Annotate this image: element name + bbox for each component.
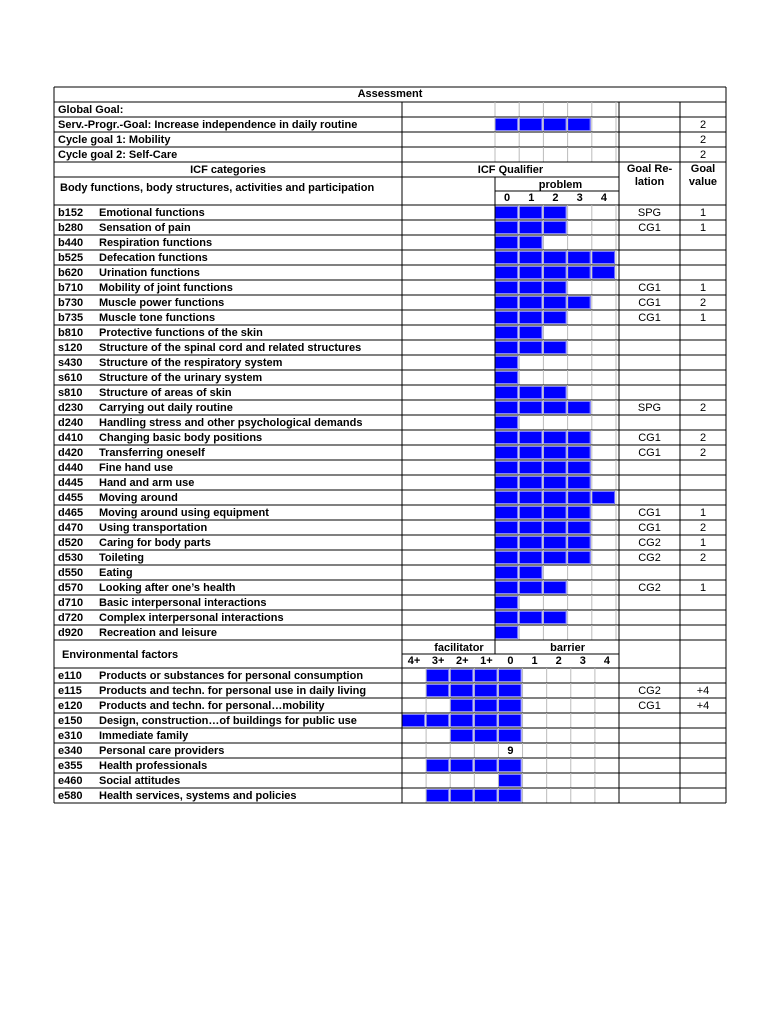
problem-scale-tick: 0: [504, 192, 511, 204]
qualifier-fill: [568, 477, 590, 489]
qualifier-fill: [544, 119, 566, 131]
icf-code: s610: [58, 372, 83, 384]
icf-category-name: Complex interpersonal interactions: [99, 612, 284, 624]
icf-code: d455: [58, 492, 84, 504]
goal-relation: CG1: [638, 700, 661, 712]
env-factor-name: Health professionals: [99, 760, 208, 772]
goal-relation: CG2: [638, 537, 661, 549]
qualifier-fill: [544, 552, 566, 564]
qualifier-fill: [568, 507, 590, 519]
env-scale-tick: 1+: [480, 655, 493, 667]
facilitator-fill: [475, 760, 497, 772]
qualifier-fill: [496, 342, 518, 354]
goal-relation: CG2: [638, 552, 661, 564]
facilitator-fill: [475, 670, 497, 682]
qualifier-fill: [520, 612, 542, 624]
qualifier-fill: [520, 297, 542, 309]
qualifier-fill: [496, 417, 518, 429]
env-factor-name: Social attitudes: [99, 775, 181, 787]
qualifier-fill: [568, 252, 590, 264]
goal-value: +4: [696, 700, 710, 712]
qualifier-fill: [520, 267, 542, 279]
goal-value: 2: [699, 134, 707, 146]
goal-relation: SPG: [637, 402, 662, 414]
icf-category-name: Moving around using equipment: [99, 507, 269, 519]
env-scale-tick: 3: [579, 655, 586, 667]
qualifier-fill: [544, 402, 566, 414]
qualifier-fill: [496, 297, 518, 309]
qualifier-fill: [568, 267, 590, 279]
icf-category-name: Structure of the urinary system: [99, 372, 263, 384]
goal-value: 2: [699, 297, 707, 309]
icf-code: d520: [58, 537, 84, 549]
icf-code: s430: [58, 357, 83, 369]
env-factor-name: Personal care providers: [99, 745, 225, 757]
env-factor-name: Health services, systems and policies: [99, 790, 297, 802]
goal-relation: CG1: [638, 222, 661, 234]
env-factor-name: Products and techn. for personal use in daily living: [99, 685, 367, 697]
env-scale-tick: 0: [507, 655, 514, 667]
qualifier-fill: [544, 582, 566, 594]
icf-category-name: Structure of the spinal cord and related structures: [99, 342, 362, 354]
goal-value: 1: [699, 507, 707, 519]
facilitator-fill: [475, 715, 497, 727]
qualifier-fill: [496, 432, 518, 444]
goal-relation: CG2: [638, 685, 661, 697]
icf-code: d720: [58, 612, 84, 624]
qualifier-fill: [544, 297, 566, 309]
qualifier-fill: [568, 432, 590, 444]
qualifier-fill: [520, 522, 542, 534]
qualifier-fill: [544, 537, 566, 549]
qualifier-fill: [520, 222, 542, 234]
qualifier-fill: [496, 582, 518, 594]
icf-category-name: Mobility of joint functions: [99, 282, 233, 294]
facilitator-fill: [499, 685, 521, 697]
goal-value: 2: [699, 447, 707, 459]
env-code: e110: [58, 670, 82, 682]
qualifier-fill: [544, 432, 566, 444]
facilitator-fill: [499, 775, 521, 787]
facilitator-fill: [427, 790, 449, 802]
qualifier-fill: [496, 267, 518, 279]
qualifier-fill: [568, 492, 590, 504]
icf-category-name: Handling stress and other psychological demands: [99, 417, 363, 429]
problem-scale-tick: 2: [552, 192, 559, 204]
icf-category-name: Protective functions of the skin: [99, 327, 263, 339]
qualifier-fill: [544, 222, 566, 234]
qualifier-fill: [496, 252, 518, 264]
qualifier-fill: [568, 537, 590, 549]
goal-value: 2: [699, 402, 707, 414]
icf-code: d570: [58, 582, 84, 594]
goal-relation: CG1: [638, 297, 661, 309]
icf-code: b525: [58, 252, 84, 264]
problem-scale-tick: 3: [576, 192, 583, 204]
facilitator-fill: [451, 700, 473, 712]
qualifier-fill: [496, 312, 518, 324]
icf-category-name: Hand and arm use: [99, 477, 195, 489]
qualifier-fill: [520, 387, 542, 399]
facilitator-header: facilitator: [434, 642, 484, 654]
env-factor-name: Design, construction…of buildings for public use: [99, 715, 357, 727]
qualifier-fill: [496, 597, 518, 609]
env-factor-name: Immediate family: [99, 730, 189, 742]
qualifier-fill: [496, 627, 518, 639]
goal-relation: CG1: [638, 282, 661, 294]
qualifier-fill: [520, 582, 542, 594]
icf-code: d920: [58, 627, 84, 639]
icf-code: b730: [58, 297, 84, 309]
goal-value: 1: [699, 537, 707, 549]
qualifier-fill: [544, 522, 566, 534]
env-scale-tick: 2+: [456, 655, 469, 667]
problem-header: problem: [538, 179, 583, 191]
qualifier-fill: [592, 492, 614, 504]
facilitator-fill: [499, 760, 521, 772]
goal-value: 1: [699, 222, 707, 234]
icf-code: d550: [58, 567, 84, 579]
facilitator-fill: [427, 760, 449, 772]
qualifier-fill: [520, 552, 542, 564]
goal-relation: SPG: [637, 207, 662, 219]
qualifier-fill: [544, 492, 566, 504]
icf-code: b440: [58, 237, 84, 249]
icf-code: d710: [58, 597, 84, 609]
body-section-header: Body functions, body structures, activities and participation: [60, 182, 375, 194]
qualifier-fill: [520, 312, 542, 324]
facilitator-fill: [475, 685, 497, 697]
goal-relation-header: Goal Re-lation: [626, 163, 673, 188]
qualifier-fill: [496, 282, 518, 294]
icf-category-name: Caring for body parts: [99, 537, 211, 549]
qualifier-fill: [544, 507, 566, 519]
env-code: e340: [58, 745, 83, 757]
qualifier-fill: [544, 252, 566, 264]
problem-scale-tick: 1: [528, 192, 535, 204]
problem-scale-tick: 4: [600, 192, 607, 204]
qualifier-fill: [520, 477, 542, 489]
icf-code: d465: [58, 507, 84, 519]
icf-qualifier-header: ICF Qualifier: [477, 164, 544, 176]
env-scale-tick: 4: [603, 655, 610, 667]
qualifier-fill: [496, 327, 518, 339]
qualifier-fill: [496, 402, 518, 414]
env-scale-tick: 2: [555, 655, 562, 667]
icf-category-name: Moving around: [99, 492, 178, 504]
goal-value-header: Goal value: [688, 163, 718, 188]
qualifier-fill: [496, 612, 518, 624]
qualifier-fill: [496, 387, 518, 399]
qualifier-fill: [592, 252, 614, 264]
qualifier-fill: [544, 207, 566, 219]
env-scale-tick: 4+: [407, 655, 421, 667]
env-code: e150: [58, 715, 83, 727]
goal-row-label: Cycle goal 1: Mobility: [58, 134, 171, 146]
icf-code: b152: [58, 207, 84, 219]
facilitator-fill: [451, 685, 473, 697]
qualifier-fill: [496, 462, 518, 474]
qualifier-fill: [544, 312, 566, 324]
goal-relation: CG1: [638, 507, 661, 519]
env-scale-tick: 1: [531, 655, 538, 667]
qualifier-fill: [544, 342, 566, 354]
env-code: e355: [58, 760, 83, 772]
facilitator-fill: [499, 700, 521, 712]
qualifier-fill: [520, 462, 542, 474]
qualifier-fill: [496, 372, 518, 384]
qualifier-fill: [544, 462, 566, 474]
icf-category-name: Structure of the respiratory system: [99, 357, 283, 369]
qualifier-fill: [568, 462, 590, 474]
icf-category-name: Muscle tone functions: [99, 312, 216, 324]
barrier-header: barrier: [550, 642, 586, 654]
icf-code: d420: [58, 447, 84, 459]
icf-category-name: Structure of areas of skin: [99, 387, 232, 399]
facilitator-fill: [451, 670, 473, 682]
icf-category-name: Changing basic body positions: [99, 432, 263, 444]
qualifier-fill: [496, 237, 518, 249]
goal-value: 1: [699, 207, 707, 219]
goal-value: 1: [699, 582, 707, 594]
icf-category-name: Defecation functions: [99, 252, 208, 264]
qualifier-fill: [496, 507, 518, 519]
facilitator-fill: [451, 715, 473, 727]
facilitator-fill: [499, 790, 521, 802]
facilitator-fill: [499, 730, 521, 742]
qualifier-fill: [544, 282, 566, 294]
icf-category-name: Recreation and leisure: [99, 627, 217, 639]
goal-relation: CG1: [638, 432, 661, 444]
icf-category-name: Eating: [99, 567, 133, 579]
qualifier-fill: [568, 447, 590, 459]
icf-categories-header: ICF categories: [190, 164, 266, 176]
facilitator-fill: [427, 685, 449, 697]
icf-code: s120: [58, 342, 83, 354]
qualifier-mark: 9: [507, 745, 514, 757]
icf-category-name: Toileting: [99, 552, 145, 564]
qualifier-fill: [520, 327, 542, 339]
icf-category-name: Respiration functions: [99, 237, 213, 249]
goal-relation: CG1: [638, 522, 661, 534]
icf-code: b810: [58, 327, 84, 339]
env-factor-name: Products or substances for personal consumption: [99, 670, 364, 682]
qualifier-fill: [544, 387, 566, 399]
qualifier-fill: [520, 432, 542, 444]
facilitator-fill: [499, 670, 521, 682]
qualifier-fill: [520, 492, 542, 504]
env-code: e310: [58, 730, 83, 742]
goal-value: 2: [699, 552, 707, 564]
goal-value: 1: [699, 282, 707, 294]
goal-row-label: Cycle goal 2: Self-Care: [58, 149, 178, 161]
icf-category-name: Basic interpersonal interactions: [99, 597, 267, 609]
icf-code: d230: [58, 402, 84, 414]
qualifier-fill: [496, 477, 518, 489]
goal-row-label: Serv.-Progr.-Goal: Increase independence in daily routine: [58, 119, 358, 131]
qualifier-fill: [568, 297, 590, 309]
icf-category-name: Sensation of pain: [99, 222, 191, 234]
facilitator-fill: [427, 715, 449, 727]
qualifier-fill: [496, 119, 518, 131]
facilitator-fill: [475, 700, 497, 712]
facilitator-fill: [499, 715, 521, 727]
icf-code: b735: [58, 312, 84, 324]
env-code: e120: [58, 700, 83, 712]
goal-value: 2: [699, 119, 707, 131]
qualifier-fill: [568, 552, 590, 564]
icf-category-name: Muscle power functions: [99, 297, 225, 309]
facilitator-fill: [451, 730, 473, 742]
icf-code: d440: [58, 462, 84, 474]
qualifier-fill: [592, 267, 614, 279]
qualifier-fill: [520, 507, 542, 519]
icf-code: s810: [58, 387, 83, 399]
icf-category-name: Looking after one’s health: [99, 582, 236, 594]
qualifier-fill: [544, 447, 566, 459]
env-code: e115: [58, 685, 82, 697]
qualifier-fill: [496, 492, 518, 504]
env-factor-name: Products and techn. for personal…mobility: [99, 700, 325, 712]
qualifier-fill: [520, 342, 542, 354]
goal-relation: CG2: [638, 582, 661, 594]
env-scale-tick: 3+: [431, 655, 445, 667]
qualifier-fill: [496, 447, 518, 459]
qualifier-fill: [544, 612, 566, 624]
env-section-header: Environmental factors: [62, 649, 179, 661]
qualifier-fill: [568, 402, 590, 414]
env-code: e580: [58, 790, 83, 802]
facilitator-fill: [475, 790, 497, 802]
goal-value: +4: [696, 685, 710, 697]
qualifier-fill: [520, 282, 542, 294]
icf-code: d470: [58, 522, 84, 534]
goal-relation: CG1: [638, 312, 661, 324]
qualifier-fill: [520, 252, 542, 264]
qualifier-fill: [568, 119, 590, 131]
qualifier-fill: [520, 207, 542, 219]
icf-code: b280: [58, 222, 84, 234]
assessment-title: Assessment: [357, 88, 423, 100]
goal-value: 2: [699, 522, 707, 534]
icf-code: d410: [58, 432, 84, 444]
qualifier-fill: [544, 477, 566, 489]
icf-category-name: Fine hand use: [99, 462, 173, 474]
icf-category-name: Carrying out daily routine: [99, 402, 233, 414]
qualifier-fill: [496, 357, 518, 369]
icf-category-name: Transferring oneself: [99, 447, 205, 459]
icf-category-name: Using transportation: [99, 522, 208, 534]
goal-value: 2: [699, 432, 707, 444]
icf-code: b710: [58, 282, 84, 294]
goal-row-label: Global Goal:: [58, 104, 124, 116]
facilitator-fill: [451, 760, 473, 772]
qualifier-fill: [520, 567, 542, 579]
facilitator-fill: [451, 790, 473, 802]
qualifier-fill: [520, 119, 542, 131]
qualifier-fill: [544, 267, 566, 279]
qualifier-fill: [496, 552, 518, 564]
icf-code: d240: [58, 417, 84, 429]
icf-code: d445: [58, 477, 84, 489]
facilitator-fill: [427, 670, 449, 682]
facilitator-fill: [475, 730, 497, 742]
icf-category-name: Emotional functions: [99, 207, 205, 219]
qualifier-fill: [520, 402, 542, 414]
goal-value: 2: [699, 149, 707, 161]
qualifier-fill: [496, 537, 518, 549]
qualifier-fill: [520, 537, 542, 549]
qualifier-fill: [496, 567, 518, 579]
qualifier-fill: [496, 522, 518, 534]
qualifier-fill: [568, 522, 590, 534]
qualifier-fill: [520, 237, 542, 249]
goal-value: 1: [699, 312, 707, 324]
qualifier-fill: [520, 447, 542, 459]
facilitator-fill: [403, 715, 425, 727]
qualifier-fill: [496, 207, 518, 219]
icf-code: b620: [58, 267, 84, 279]
env-code: e460: [58, 775, 83, 787]
goal-relation: CG1: [638, 447, 661, 459]
icf-category-name: Urination functions: [99, 267, 200, 279]
icf-code: d530: [58, 552, 84, 564]
qualifier-fill: [496, 222, 518, 234]
